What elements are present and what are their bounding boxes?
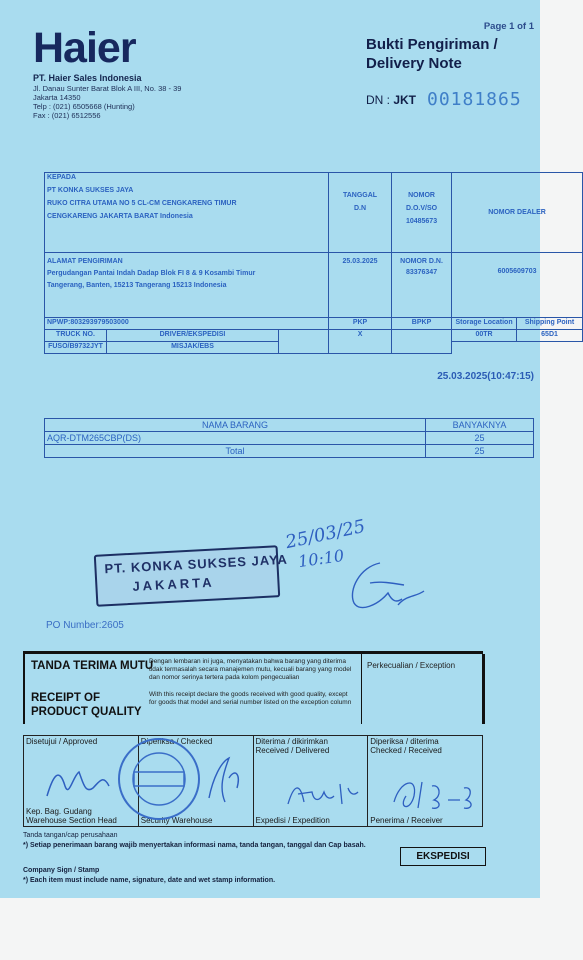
receiver-signature-mark bbox=[340, 555, 430, 615]
col-nama-barang: NAMA BARANG bbox=[45, 419, 426, 432]
delivery-address-cell bbox=[45, 253, 329, 318]
received-delivered-label-1: Diterima / dikirimkan bbox=[255, 737, 328, 746]
po-number: PO Number:2605 bbox=[46, 620, 124, 631]
dn-label-text: DN : bbox=[366, 93, 390, 107]
dn-number: 00181865 bbox=[427, 89, 522, 110]
expedition-role-2: Expedisi / Expedition bbox=[255, 816, 330, 825]
expedition-role bbox=[256, 816, 330, 825]
customer-address-1: RUKO CITRA UTAMA NO 5 CL-CM CENGKARENG TIMUR bbox=[47, 200, 237, 207]
nomor-dn-cell bbox=[392, 253, 452, 318]
shipping-header: Shipping Point bbox=[517, 318, 583, 330]
receipt-title-id: TANDA TERIMA MUTU bbox=[31, 660, 154, 672]
phone-line: Telp : (021) 6505668 (Hunting) bbox=[33, 102, 135, 111]
dn-label bbox=[366, 93, 416, 107]
customer-cell bbox=[45, 173, 329, 253]
expedition-signature-mark bbox=[284, 774, 364, 814]
kepada-label: KEPADA bbox=[47, 174, 77, 181]
note-1-text: *) Setiap penerimaan barang wajib menyertakan informasi nama, tanda tangan, tanggal dan Cap basah. bbox=[23, 842, 366, 849]
delivery-address-2: Tangerang, Banten, 15213 Tangerang 15213 Indonesia bbox=[47, 282, 227, 289]
note-2-text: *) Each item must include name, signature, date and wet stamp information. bbox=[23, 877, 276, 884]
pkp-value: X bbox=[329, 330, 392, 354]
nomor-value: 10485673 bbox=[405, 218, 438, 225]
dn-date-cell bbox=[329, 253, 392, 318]
received-delivered-label-2: Received / Delivered bbox=[255, 746, 330, 755]
total-qty: 25 bbox=[426, 445, 534, 458]
title-line-2: Delivery Note bbox=[366, 55, 462, 72]
npwp-cell: NPWP:803293979503000 bbox=[45, 318, 329, 330]
receiver-role-2: Penerima / Receiver bbox=[370, 816, 443, 825]
table-row bbox=[45, 432, 534, 445]
driver-value: MISJAK/EBS bbox=[107, 342, 279, 354]
company-stamp bbox=[94, 545, 289, 607]
customer-address-2: CENGKARENG JAKARTA BARAT Indonesia bbox=[47, 213, 193, 220]
items-table bbox=[44, 418, 534, 458]
dn-date: 25.03.2025 bbox=[342, 258, 378, 265]
checked-received-label-2: Checked / Received bbox=[370, 746, 442, 755]
storage-value: 00TR bbox=[452, 330, 517, 342]
receipt-title-en: RECEIPT OF PRODUCT QUALITY bbox=[31, 692, 142, 718]
dn-prefix: JKT bbox=[393, 93, 417, 107]
nomor-header bbox=[392, 173, 452, 253]
nomor-label: NOMOR bbox=[408, 192, 435, 199]
dealer-number: 6005609703 bbox=[497, 268, 537, 275]
checked-received-cell bbox=[368, 736, 483, 827]
address-line-2: Jakarta 14350 bbox=[33, 93, 81, 102]
approved-role-2: Warehouse Section Head bbox=[26, 816, 117, 825]
shipping-value: 65D1 bbox=[517, 330, 583, 342]
ekspedisi-box: EKSPEDISI bbox=[400, 847, 486, 866]
document-title bbox=[366, 35, 498, 73]
bpkp-header: BPKP bbox=[392, 318, 452, 330]
nomor-dn-label: NOMOR D.N. bbox=[400, 258, 443, 265]
exception-box bbox=[361, 654, 485, 724]
storage-header: Storage Location bbox=[452, 318, 517, 330]
tanggal-label: TANGGAL bbox=[342, 192, 378, 199]
blank-right bbox=[452, 342, 583, 354]
receiver-signature-2 bbox=[388, 772, 483, 816]
handwritten-date: 25/03/25 bbox=[283, 515, 368, 554]
total-label: Total bbox=[45, 445, 426, 458]
tanggal-sub: D.N bbox=[354, 205, 367, 212]
truck-value: FUSO/B9732JYT bbox=[45, 342, 107, 354]
col-banyaknya: BANYAKNYA bbox=[426, 419, 534, 432]
haier-logo: Haier bbox=[33, 24, 136, 72]
approved-role-1: Kep. Bag. Gudang bbox=[26, 807, 92, 816]
print-timestamp: 25.03.2025(10:47:15) bbox=[437, 371, 534, 382]
blank-cell bbox=[279, 330, 329, 354]
bpkp-value bbox=[392, 330, 452, 354]
checked-role-2: Security Warehouse bbox=[140, 816, 213, 825]
fax-line: Fax : (021) 6512556 bbox=[33, 111, 101, 120]
address-line-1: Jl. Danau Sunter Barat Blok A III, No. 38 - 39 bbox=[33, 84, 182, 93]
company-name: PT. Haier Sales Indonesia bbox=[33, 73, 142, 83]
stamp-line-2: JAKARTA bbox=[132, 574, 215, 594]
item-name: AQR-DTM265CBP(DS) bbox=[45, 432, 426, 445]
pkp-header: PKP bbox=[329, 318, 392, 330]
exception-label: Perkecualian / Exception bbox=[367, 661, 456, 670]
checked-signature-mark bbox=[199, 748, 249, 808]
info-table bbox=[44, 172, 583, 354]
truck-header: TRUCK NO. bbox=[45, 330, 107, 342]
checked-cell bbox=[138, 736, 253, 827]
warehouse-stamp-icon bbox=[104, 734, 214, 824]
stamp-line-1: PT. KONKA SUKSES JAYA bbox=[104, 551, 289, 577]
nomor-sub: D.O.V/SO bbox=[405, 205, 438, 212]
receipt-text-id: Dengan lembaran ini juga, menyatakan bahwa barang yang diterima tidak termasalah secara manajemen mutu, kecuali barang yang model dan nomor serinya tertera pada kolom pengecualian bbox=[149, 658, 352, 681]
approved-label: Disetujui / Approved bbox=[26, 737, 98, 746]
customer-name: PT KONKA SUKSES JAYA bbox=[47, 187, 134, 194]
delivery-address-1: Pergudangan Pantai Indah Dadap Blok FI 8 & 9 Kosambi Timur bbox=[47, 270, 256, 277]
checked-label: Diperiksa / Checked bbox=[140, 737, 213, 746]
alamat-label: ALAMAT PENGIRIMAN bbox=[47, 258, 123, 265]
checked-received-label-1: Diperiksa / diterima bbox=[370, 737, 439, 746]
tanggal-header bbox=[329, 173, 392, 253]
page-indicator: Page 1 of 1 bbox=[483, 21, 534, 32]
title-line-1: Bukti Pengiriman / bbox=[366, 36, 498, 53]
note-2-title: Company Sign / Stamp bbox=[23, 867, 100, 874]
note-1-title: Tanda tangan/cap perusahaan bbox=[23, 832, 118, 839]
dealer-header: NOMOR DEALER bbox=[452, 173, 583, 253]
received-delivered-cell bbox=[253, 736, 368, 827]
receipt-of-quality bbox=[23, 651, 483, 724]
item-qty: 25 bbox=[426, 432, 534, 445]
dealer-number-cell bbox=[452, 253, 583, 318]
driver-header: DRIVER/EKSPEDISI bbox=[107, 330, 279, 342]
receipt-text-en: With this receipt declare the goods received with good quality, except for goods that model and serial number listed on the exception column bbox=[149, 691, 352, 706]
company-address bbox=[33, 84, 181, 120]
receiver-role bbox=[370, 816, 442, 825]
signature-table bbox=[23, 735, 483, 827]
nomor-dn-value: 83376347 bbox=[405, 269, 438, 276]
handwritten-time: 10:10 bbox=[296, 545, 346, 572]
